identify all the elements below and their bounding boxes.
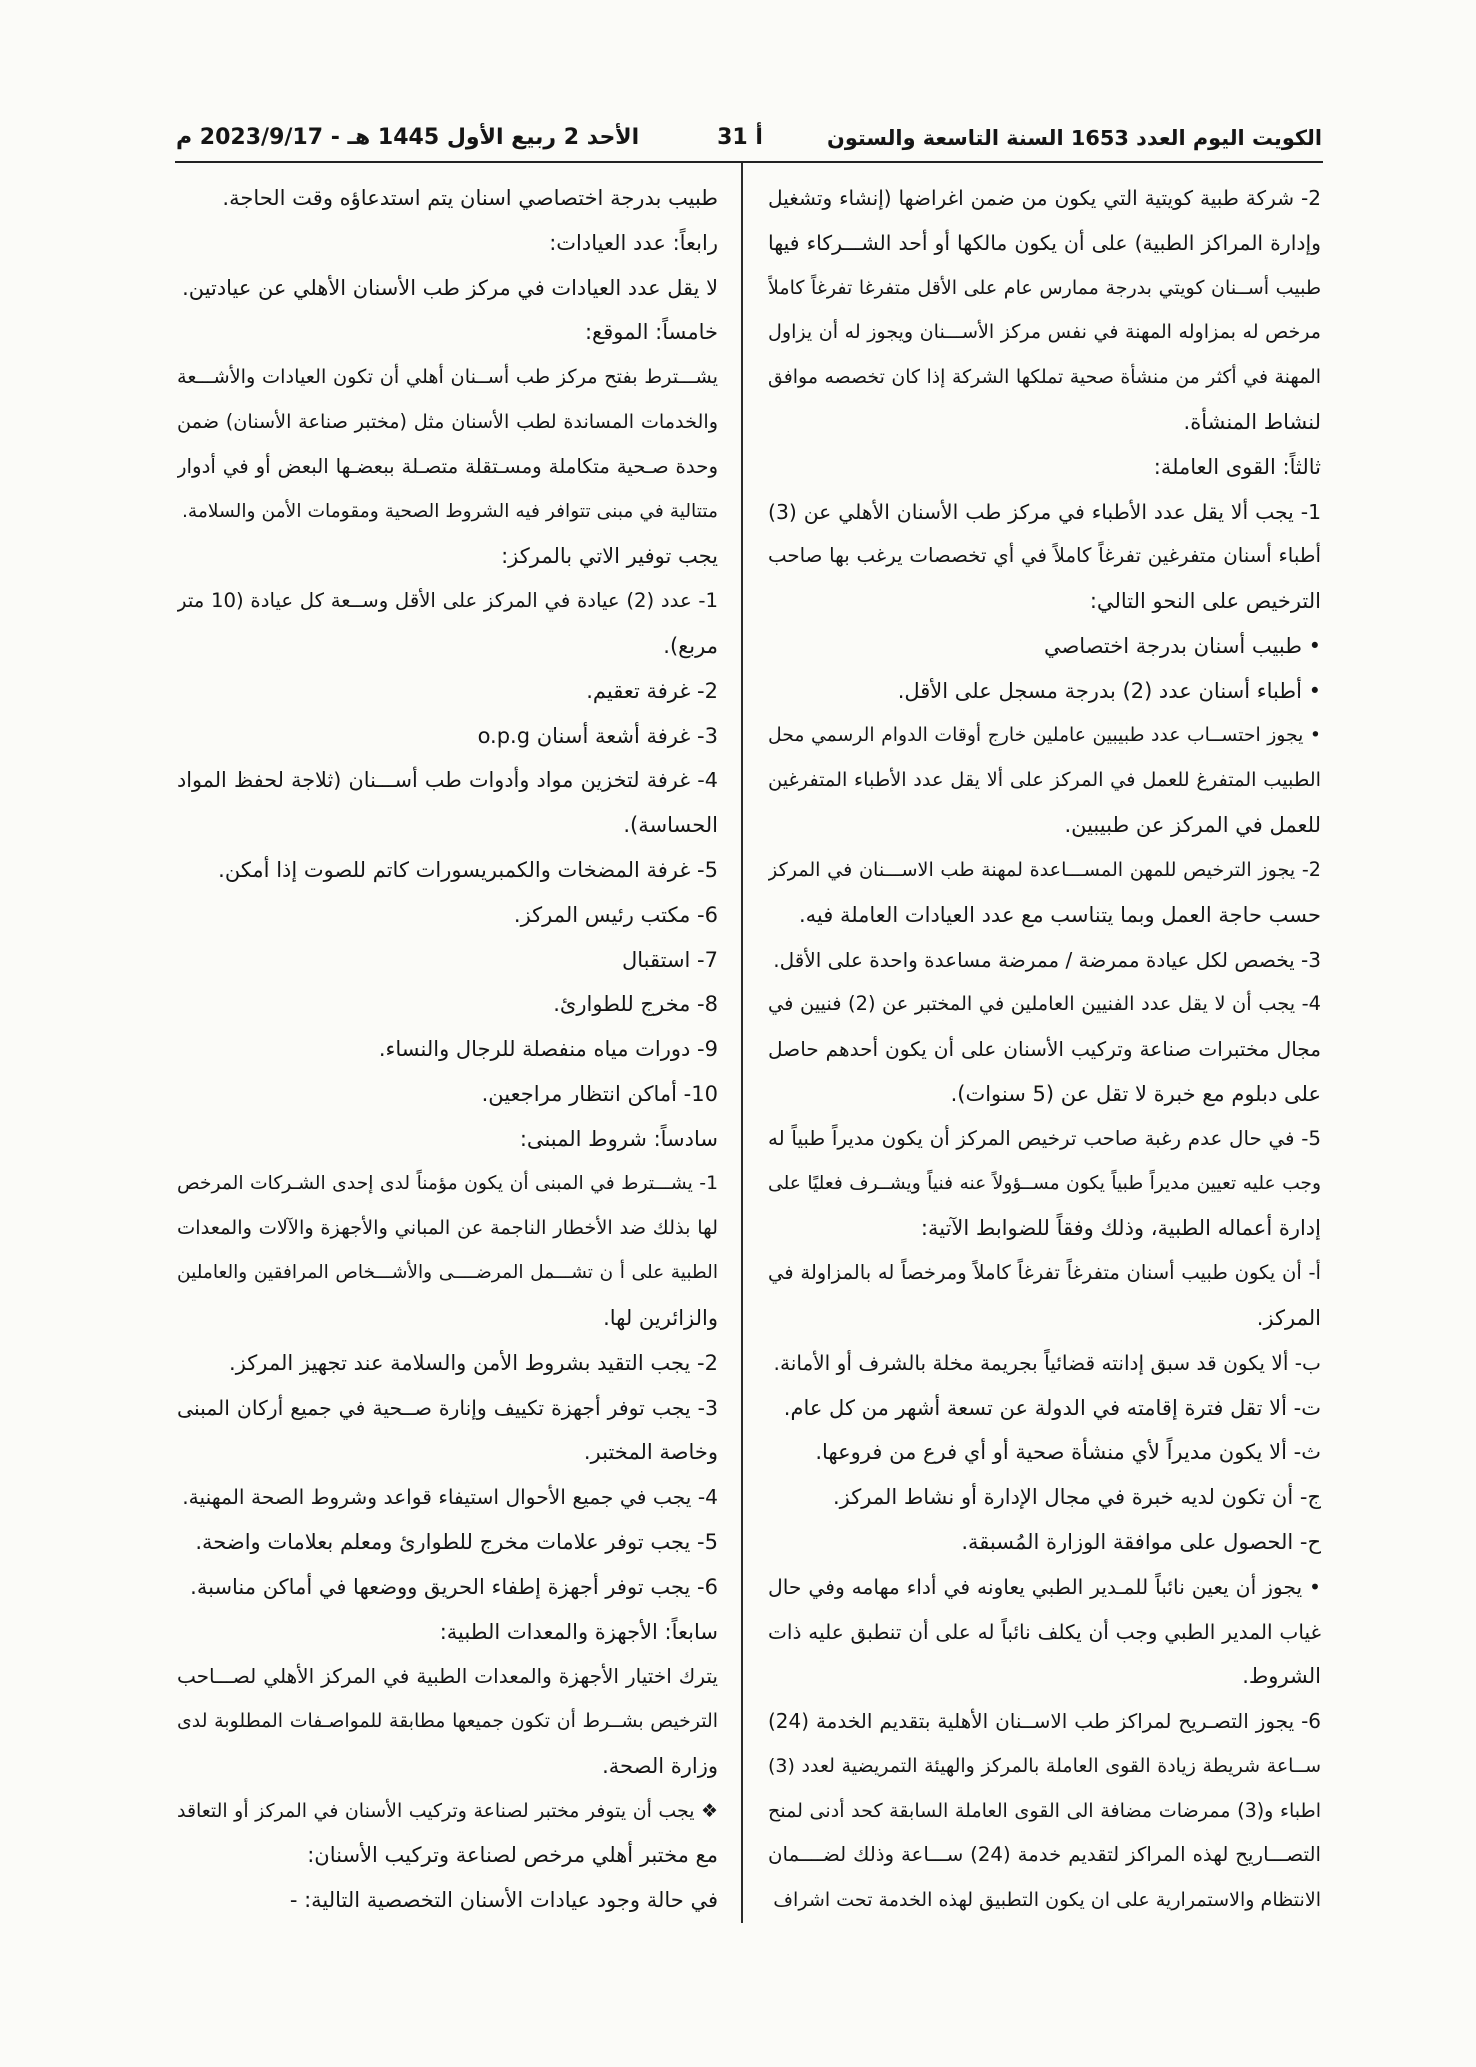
paragraph bbox=[177, 1072, 718, 1117]
page-number: أ 31 bbox=[717, 125, 763, 150]
text-line: للعمل في المركز عن طبيبين. bbox=[1064, 813, 1321, 838]
paragraph bbox=[177, 1565, 718, 1610]
text-line: لا يقل عدد العيادات في مركز طب الأسنان الأهلي عن عيادتين. bbox=[182, 275, 718, 300]
text-line: طبيب أســنان كويتي بدرجة ممارس عام على الأقل متفرغا تفرغاً كاملاً bbox=[768, 276, 1321, 299]
text-line: 5- في حال عدم رغبة صاحب ترخيص المركز أن يكون مديراً طبياً له bbox=[768, 1126, 1321, 1150]
paragraph bbox=[177, 1475, 718, 1520]
text-line: ث- ألا يكون مديراً لأي منشأة صحية أو أي فرع من فروعها. bbox=[815, 1440, 1321, 1465]
paragraph bbox=[768, 1117, 1321, 1251]
text-line: ثالثاً: القوى العاملة: bbox=[1153, 454, 1321, 479]
text-line: لنشاط المنشأة. bbox=[1183, 409, 1321, 434]
text-line: مربع). bbox=[663, 633, 718, 658]
paragraph bbox=[768, 938, 1321, 983]
paragraph bbox=[177, 1610, 718, 1655]
text-line: خامساً: الموقع: bbox=[584, 320, 718, 345]
text-line: الشروط. bbox=[1242, 1664, 1321, 1689]
text-line: 10- أماكن انتظار مراجعين. bbox=[481, 1081, 718, 1106]
paragraph bbox=[177, 176, 718, 221]
text-line: طبيب بدرجة اختصاصي اسنان يتم استدعاؤه وقت الحاجة. bbox=[222, 186, 718, 210]
text-line: 1- يشـــترط في المبنى أن يكون مؤمناً لدى إحدى الشـركات المرخص bbox=[177, 1172, 718, 1194]
text-line: • أطباء أسنان عدد (2) بدرجة مسجل على الأقل. bbox=[897, 678, 1321, 703]
text-line: 2- يجوز الترخيص للمهن المســـاعدة لمهنة طب الاســـنان في المركز bbox=[768, 857, 1321, 881]
text-line: المركز. bbox=[1256, 1305, 1321, 1330]
text-line: يترك اختيار الأجهزة والمعدات الطبية في المركز الأهلي لصـــاحب bbox=[177, 1664, 718, 1689]
text-line: وخاصة المختبر. bbox=[583, 1440, 718, 1465]
paragraph bbox=[177, 221, 718, 266]
paragraph bbox=[768, 1386, 1321, 1431]
text-line: حسب حاجة العمل وبما يتناسب مع عدد العيادات العاملة فيه. bbox=[798, 902, 1321, 927]
header-divider bbox=[175, 161, 1323, 163]
paragraph bbox=[177, 534, 718, 579]
paragraph bbox=[768, 848, 1321, 938]
paragraph bbox=[177, 893, 718, 938]
text-line: الانتظام والاستمرارية على ان يكون التطبيق لهذه الخدمة تحت اشراف bbox=[773, 1889, 1321, 1912]
text-line: وحدة صـحية متكاملة ومسـتقلة متصـلة ببعضـها البعض أو في أدوار bbox=[177, 454, 718, 478]
text-line: وزارة الصحة. bbox=[602, 1753, 718, 1778]
paragraph bbox=[177, 848, 718, 893]
text-line: والخدمات المساندة لطب الأسنان مثل (مختبر صناعة الأسنان) ضمن bbox=[177, 409, 718, 433]
text-line: 2- غرفة تعقيم. bbox=[586, 678, 718, 703]
paragraph bbox=[768, 1565, 1321, 1699]
text-line: 8- مخرج للطوارئ. bbox=[553, 992, 718, 1017]
text-line: مرخص له بمزاوله المهنة في نفس مركز الأســـنان ويجوز له أن يزاول bbox=[768, 320, 1321, 344]
text-line: ب- ألا يكون قد سبق إدانته قضائياً بجريمة مخلة بالشرف أو الأمانة. bbox=[773, 1350, 1321, 1375]
right-column bbox=[768, 176, 1321, 1923]
text-line: وجب عليه تعيين مديراً طبياً يكون مســؤولاً عنه فنياً ويشــرف فعليًا على bbox=[768, 1172, 1321, 1194]
paragraph bbox=[177, 669, 718, 714]
paragraph bbox=[177, 1386, 718, 1476]
paragraph bbox=[177, 266, 718, 311]
text-line: والزائرين لها. bbox=[603, 1305, 718, 1330]
text-line: سادساً: شروط المبنى: bbox=[519, 1126, 718, 1151]
text-line: لها بذلك ضد الأخطار الناجمة عن المباني والأجهزة والآلات والمعدات bbox=[177, 1216, 718, 1240]
paragraph bbox=[768, 1699, 1321, 1923]
paragraph bbox=[177, 714, 718, 759]
text-line: يشـــترط بفتح مركز طب أســنان أهلي أن تكون العيادات والأشـــعة bbox=[177, 365, 718, 389]
text-line: 7- استقبال bbox=[621, 947, 718, 972]
text-line: اطباء و(3) ممرضات مضافة الى القوى العاملة السابقة كحد أدنى لمنح bbox=[768, 1798, 1321, 1822]
text-line: الحساسة). bbox=[623, 813, 718, 838]
paragraph bbox=[177, 1162, 718, 1341]
column-divider bbox=[741, 163, 743, 1923]
paragraph bbox=[177, 982, 718, 1027]
text-line: • يجوز احتســاب عدد طبيبين عاملين خارج أوقات الدوام الرسمي محل bbox=[768, 724, 1321, 746]
text-line: 5- غرفة المضخات والكمبريسورات كاتم للصوت إذا أمكن. bbox=[218, 857, 718, 882]
paragraph bbox=[768, 1430, 1321, 1475]
text-line: ❖ يجب أن يتوفر مختبر لصناعة وتركيب الأسنان في المركز أو التعاقد bbox=[177, 1799, 718, 1822]
paragraph bbox=[768, 1341, 1321, 1386]
text-line: 6- يجوز التصـريح لمراكز طب الاســنان الأهلية بتقديم الخدمة (24) bbox=[768, 1709, 1321, 1734]
text-line: غياب المدير الطبي وجب أن يكلف نائباً له على أن تنطبق عليه ذات bbox=[768, 1619, 1321, 1644]
paragraph bbox=[768, 445, 1321, 490]
text-line: أطباء أسنان متفرغين تفرغاً كاملاً في أي تخصصات يرغب بها صاحب bbox=[768, 544, 1321, 568]
text-line: 1- يجب ألا يقل عدد الأطباء في مركز طب الأسنان الأهلي عن (3) bbox=[768, 499, 1321, 524]
left-column bbox=[177, 176, 718, 1923]
paragraph bbox=[177, 758, 718, 848]
text-line: يجب توفير الاتي بالمركز: bbox=[501, 544, 718, 569]
paragraph bbox=[768, 669, 1321, 714]
text-line: • يجوز أن يعين نائباً للمـدير الطبي يعاونه في أداء مهامه وفي حال bbox=[768, 1574, 1321, 1599]
text-line: على دبلوم مع خبرة لا تقل عن (5 سنوات). bbox=[950, 1081, 1321, 1106]
paragraph bbox=[768, 1251, 1321, 1341]
text-line: إدارة أعماله الطبية، وذلك وفقاً للضوابط الآتية: bbox=[920, 1216, 1321, 1241]
text-line: الطبيب المتفرغ للعمل في المركز على ألا يقل عدد الأطباء المتفرغين bbox=[768, 768, 1321, 792]
text-line: 6- مكتب رئيس المركز. bbox=[513, 902, 718, 927]
text-line: 2- شركة طبية كويتية التي يكون من ضمن اغراضها (إنشاء وتشغيل bbox=[768, 186, 1321, 210]
text-line: 9- دورات مياه منفصلة للرجال والنساء. bbox=[378, 1037, 718, 1062]
text-line: رابعاً: عدد العيادات: bbox=[549, 230, 718, 255]
paragraph bbox=[177, 310, 718, 355]
paragraph bbox=[177, 579, 718, 669]
text-line: • طبيب أسنان بدرجة اختصاصي bbox=[1043, 633, 1321, 658]
paragraph bbox=[177, 355, 718, 534]
text-line: 4- يجب أن لا يقل عدد الفنيين العاملين في المختبر عن (2) فنيين في bbox=[768, 992, 1321, 1016]
text-line: أ- أن يكون طبيب أسنان متفرغاً تفرغاً كاملاً ومرخصاً له بالمزاولة في bbox=[768, 1261, 1321, 1285]
paragraph bbox=[177, 1341, 718, 1386]
paragraph bbox=[768, 176, 1321, 445]
paragraph bbox=[177, 1789, 718, 1879]
text-line: الطبية على أ ن تشـــمل المرضــــى والأشـــخاص المرافقين والعاملين bbox=[177, 1262, 718, 1284]
paragraph bbox=[768, 982, 1321, 1116]
text-line: 6- يجب توفر أجهزة إطفاء الحريق ووضعها في أماكن مناسبة. bbox=[190, 1574, 718, 1599]
text-line: 2- يجب التقيد بشروط الأمن والسلامة عند تجهيز المركز. bbox=[229, 1350, 718, 1375]
text-line: مجال مختبرات صناعة وتركيب الأسنان على أن يكون أحدهم حاصل bbox=[768, 1037, 1321, 1062]
paragraph bbox=[177, 1878, 718, 1923]
text-line: 3- يجب توفر أجهزة تكييف وإنارة صــحية في جميع أركان المبنى bbox=[177, 1395, 718, 1420]
paragraph bbox=[177, 1117, 718, 1162]
paragraph bbox=[768, 714, 1321, 848]
paragraph bbox=[768, 624, 1321, 669]
text-line: وإدارة المراكز الطبية) على أن يكون مالكها أو أحد الشـــركاء فيها bbox=[768, 230, 1321, 255]
text-line: مع مختبر أهلي مرخص لصناعة وتركيب الأسنان: bbox=[307, 1843, 718, 1868]
paragraph bbox=[177, 1520, 718, 1565]
text-line: ح- الحصول على موافقة الوزارة المُسبقة. bbox=[961, 1529, 1321, 1554]
text-line: 4- يجب في جميع الأحوال استيفاء قواعد وشروط الصحة المهنية. bbox=[182, 1485, 718, 1510]
text-line: ت- ألا تقل فترة إقامته في الدولة عن تسعة أشهر من كل عام. bbox=[783, 1395, 1321, 1420]
text-line: ج- أن تكون لديه خبرة في مجال الإدارة أو نشاط المركز. bbox=[832, 1485, 1321, 1510]
text-line: التصـــاريح لهذه المراكز لتقديم خدمة (24) ســـاعة وذلك لضــــمان bbox=[768, 1843, 1321, 1867]
paragraph bbox=[768, 1520, 1321, 1565]
text-line: 4- غرفة لتخزين مواد وأدوات طب أســـنان (ثلاجة لحفظ المواد bbox=[177, 768, 718, 793]
text-line: 3- غرفة أشعة أسنان o.p.g bbox=[477, 723, 718, 748]
paragraph bbox=[177, 938, 718, 983]
text-line: 1- عدد (2) عيادة في المركز على الأقل وســعة كل عيادة (10 متر bbox=[177, 589, 718, 613]
paragraph bbox=[177, 1654, 718, 1788]
text-line: متتالية في مبنى تتوافر فيه الشروط الصحية ومقومات الأمن والسلامة. bbox=[181, 500, 718, 522]
paragraph bbox=[768, 490, 1321, 624]
text-line: الترخيص على النحو التالي: bbox=[1089, 589, 1321, 614]
text-line: 3- يخصص لكل عيادة ممرضة / ممرضة مساعدة واحدة على الأقل. bbox=[773, 947, 1321, 972]
text-line: الترخيص بشــرط أن تكون جميعها مطابقة للمواصـفات المطلوبة لدى bbox=[177, 1710, 718, 1733]
text-line: المهنة في أكثر من منشأة صحية تملكها الشركة إذا كان تخصصه موافق bbox=[768, 366, 1321, 389]
text-line: سابعاً: الأجهزة والمعدات الطبية: bbox=[439, 1619, 718, 1644]
paragraph bbox=[177, 1027, 718, 1072]
text-line: 5- يجب توفر علامات مخرج للطوارئ ومعلم بعلامات واضحة. bbox=[195, 1529, 718, 1554]
paragraph bbox=[768, 1475, 1321, 1520]
text-line: في حالة وجود عيادات الأسنان التخصصية التالية: - bbox=[289, 1888, 718, 1913]
text-line: ســاعة شريطة زيادة القوى العاملة بالمركز والهيئة التمريضية لعدد (3) bbox=[768, 1754, 1321, 1777]
publication-title: الكويت اليوم العدد 1653 السنة التاسعة والستون bbox=[827, 126, 1322, 150]
issue-date: الأحد 2 ربيع الأول 1445 هـ - 2023/9/17 م bbox=[176, 125, 640, 150]
